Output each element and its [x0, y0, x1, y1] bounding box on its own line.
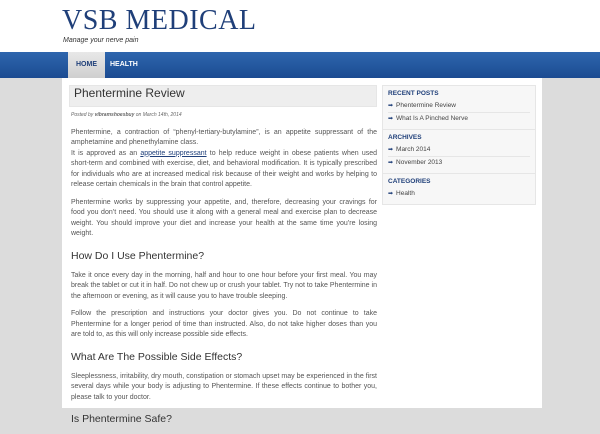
list-item[interactable]: [388, 100, 530, 112]
recent-posts-widget: [382, 85, 536, 130]
archives-title: ARCHIVES: [388, 134, 422, 141]
post-meta: [71, 110, 377, 121]
arrow-right-icon: ➡: [388, 116, 394, 122]
paragraph-1-after-link: to help reduce weight in obese patients when used short-term and combined with exercise, diet, and behavioral modification. It is typically prescribed for individuals who are at increased medical risk because of their weight and works by helping to release certain chemicals in the brain that control appetite.: [71, 149, 377, 188]
nav-item-home[interactable]: HOME: [68, 52, 105, 78]
heading-is-safe: Is Phentermine Safe?: [71, 413, 172, 425]
categories-title: CATEGORIES: [388, 178, 431, 185]
paragraph-1-line1: Phentermine, a contraction of “phenyl-tertiary-butylamine”, is an appetite suppressant of the amphetamine and phenethylamine class.: [71, 128, 377, 146]
arrow-right-icon: ➡: [388, 103, 394, 109]
paragraph-1: [71, 128, 377, 191]
paragraph-4: Follow the prescription and instructions your doctor gives you. Do not continue to take Phentermine for a longer period of time than instructed. Also, do not take higher doses than you are told to, as this will only increase possible side effects.: [71, 310, 377, 338]
categories-widget: [382, 174, 536, 205]
category-link[interactable]: Health: [396, 190, 415, 197]
post-content: [69, 85, 377, 434]
post-author[interactable]: vibramshoesbuy: [94, 112, 135, 118]
arrow-right-icon: ➡: [388, 147, 394, 153]
paragraph-2: Phentermine works by suppressing your appetite, and, therefore, decreasing your cravings for food you don’t need. You should use it along with a general meal and exercise plan to decrease weight. You should improve your diet and increase your health at the same time you’re losing weight.: [71, 198, 377, 237]
post-title-bar: [69, 85, 377, 107]
list-item[interactable]: [388, 144, 530, 156]
paragraph-1-before-link: It is approved as an: [71, 149, 141, 157]
post-date: March 14th, 2014: [142, 112, 182, 118]
archives-widget: [382, 130, 536, 174]
list-item[interactable]: [388, 112, 530, 125]
page-container: [62, 78, 542, 425]
recent-post-link[interactable]: What Is A Pinched Nerve: [396, 115, 468, 122]
main-nav: [0, 52, 600, 78]
meta-on: on: [134, 112, 143, 118]
site-header: [0, 0, 600, 52]
meta-prefix: Posted by: [71, 112, 95, 118]
site-title[interactable]: VSB MEDICAL: [62, 5, 257, 36]
appetite-suppressant-link[interactable]: appetite suppressant: [140, 149, 207, 157]
recent-post-link[interactable]: Phentermine Review: [396, 102, 457, 109]
archives-list: [388, 144, 530, 169]
list-item[interactable]: [388, 188, 530, 200]
archive-link[interactable]: November 2013: [396, 159, 443, 166]
recent-posts-title: RECENT POSTS: [388, 90, 439, 97]
paragraph-3: Take it once every day in the morning, half and hour to one hour before your first meal. You may break the tablet or cut it in half. Do not chew up or crush your tablet. Try not to take Phentermine in the afternoon or evening, as it will cause you to have trouble sleeping.: [71, 271, 377, 300]
paragraph-5: Sleeplessness, irritability, dry mouth, constipation or stomach upset may be experienced in the first several days while your body is adjusting to Phentermine. If these effects continue to bother you, please talk to your doctor.: [71, 372, 377, 401]
list-item[interactable]: [388, 156, 530, 169]
recent-posts-list: [388, 100, 530, 125]
heading-how-to-use: How Do I Use Phentermine?: [71, 249, 205, 262]
archive-link[interactable]: March 2014: [396, 146, 431, 153]
arrow-right-icon: ➡: [388, 160, 394, 166]
site-description: Manage your nerve pain: [63, 37, 139, 44]
post-title[interactable]: Phentermine Review: [74, 86, 185, 100]
categories-list: [388, 188, 530, 200]
heading-side-effects: What Are The Possible Side Effects?: [71, 350, 243, 363]
nav-item-health[interactable]: HEALTH: [110, 61, 138, 68]
sidebar: [382, 85, 536, 205]
arrow-right-icon: ➡: [388, 191, 394, 197]
